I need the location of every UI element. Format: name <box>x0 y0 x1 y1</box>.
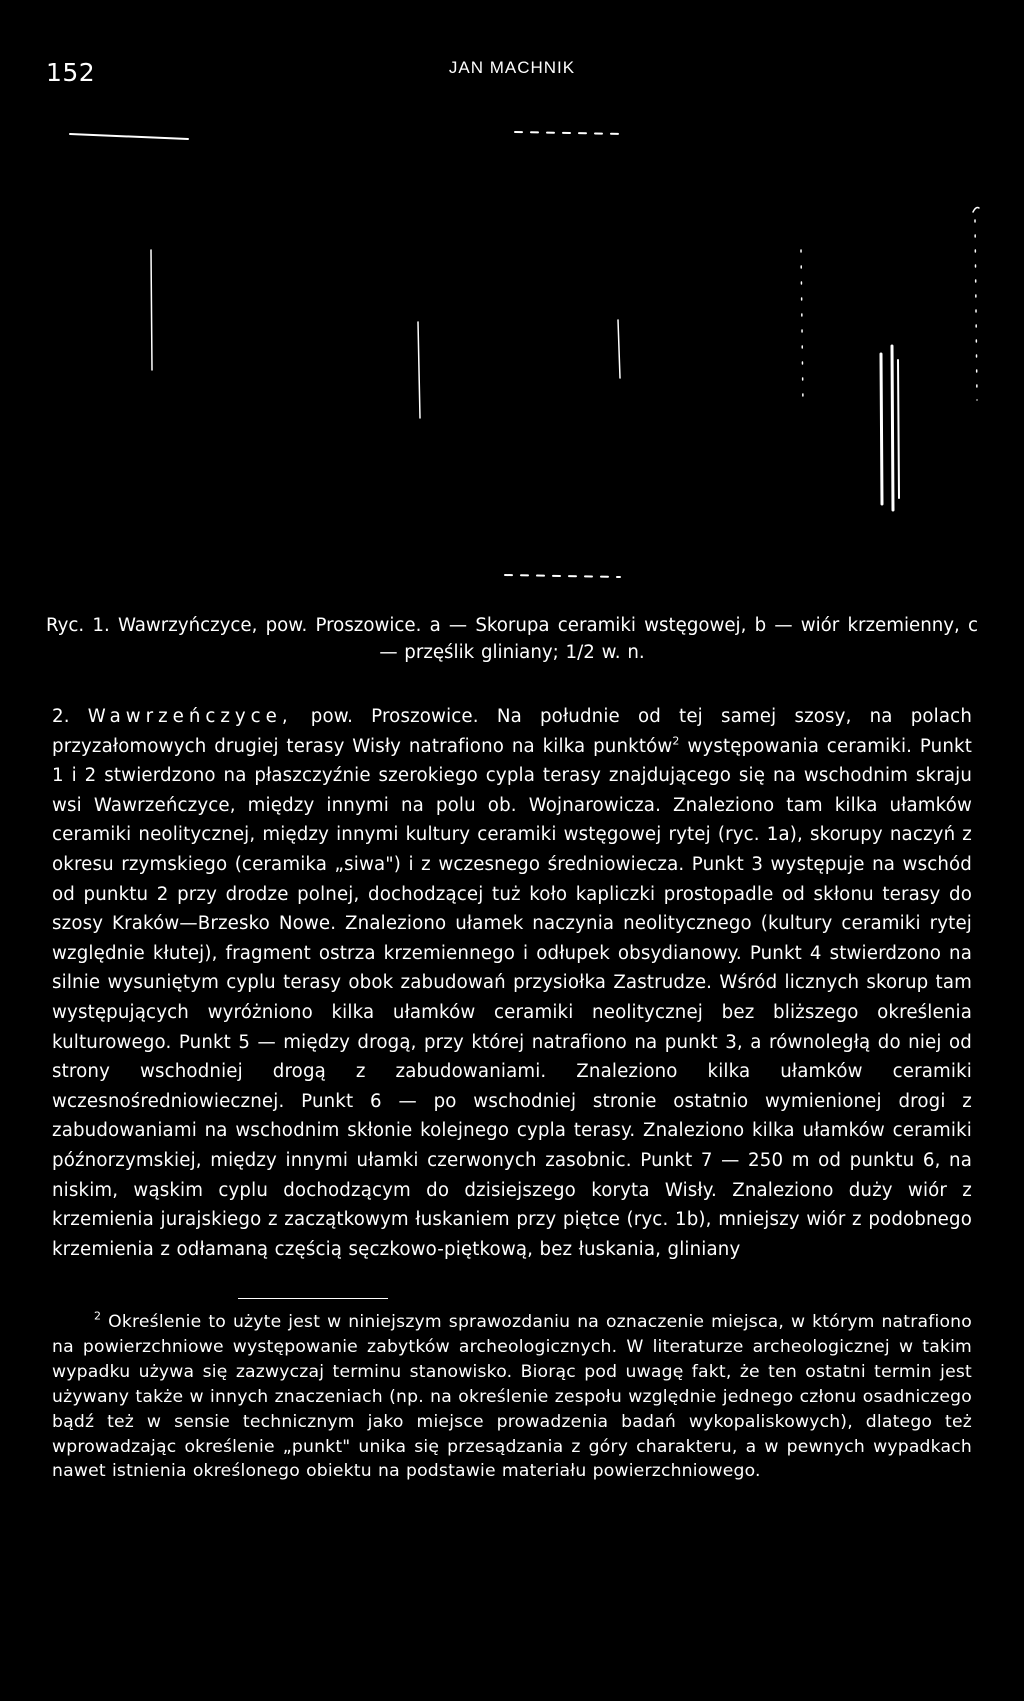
paragraph-text-continued: występowania ceramiki. Punkt 1 i 2 stwierdzono na płaszczyźnie szerokiego cypla terasy znajdującego się na wschodnim skraju wsi Wawrzeńczyce, między innymi na polu ob. Wojnarowicza. Znaleziono tam kilka ułamków ceramiki neolitycznej, między innymi kultury ceramiki wstęgowej rytej (ryc. 1a), skorupy naczyń z okresu rzymskiego (ceramika „siwa") i z wczesnego średniowiecza. Punkt 3 występuje na wschód od punktu 2 przy drodze polnej, dochodzącej tuż koło kapliczki prostopadle od skłonu terasy do szosy Kraków—Brzesko Nowe. Znaleziono ułamek naczynia neolitycznego (kultury ceramiki rytej względnie kłutej), fragment ostrza krzemiennego i odłupek obsydianowy. Punkt 4 stwierdzono na silnie wysuniętym cyplu terasy obok zabudowań przysiołka Zastrudze. Wśród licznych skorup tam występujących wyróżniono kilka ułamków ceramiki neolitycznej bez bliższego określenia kulturowego. Punkt 5 — między drogą, przy której natrafiono na punkt 3, a równoległą do niej od strony wschodniej drogą z zabudowaniami. Znaleziono kilka ułamków ceramiki wczesnośredniowiecznej. Punkt 6 — po wschodniej stronie ostatnio wymienionej drogi z zabudowaniami na wschodnim skłonie kolejnego cypla terasy. Znaleziono kilka ułamków ceramiki późnorzymskiej, między innymi ułamki czerwonych zasobnic. Punkt 7 — 250 m od punktu 6, na niskim, wąskim cyplu dochodzącym do dzisiejszego koryta Wisły. Znaleziono duży wiór z krzemienia jurajskiego z zaczątkowym łuskaniem przy piętce (ryc. 1b), mniejszy wiór z podobnego krzemienia z odłamaną częścią sęczkowo-piętkową, bez łuskania, gliniany <box>52 735 973 1260</box>
running-head: JAN MACHNIK <box>448 58 576 77</box>
place-name: Wawrzeńczyce, <box>87 706 293 727</box>
paragraph-number: 2. <box>52 706 70 727</box>
footnote-text: Określenie to użyte jest w niniejszym sprawozdaniu na oznaczenie miejsca, w którym natrafiono na powierzchniowe występowanie zabytków archeologicznych. W literaturze archeologicznej w takim wypadku używa się zazwyczaj terminu stanowisko. Biorąc pod uwagę fakt, że ten ostatni termin jest używany także w innych znaczeniach (np. na określenie zespołu względnie jednego członu osadniczego bądź też w sensie technicznym jako miejsce prowadzenia badań wykopaliskowych), dlatego też wprowadzając określenie „punkt" unika się przesądzania z góry charakteru, a w pewnych wypadkach nawet istnienia określonego obiektu na podstawie materiału powierzchniowego. <box>52 1312 972 1482</box>
figure-caption: Ryc. 1. Wawrzyńczyce, pow. Proszowice. a — Skorupa ceramiki wstęgowej, b — wiór krzemienny, c — przęślik gliniany; 1/2 w. n. <box>46 615 978 663</box>
paragraph-text-start: pow. Proszowice. Na południe od tej samej szosy, na polach przyzałomowych drugiej terasy Wisły natrafiono na kilka punktów <box>52 706 973 757</box>
footnote-body <box>52 1310 972 1484</box>
figure-residual-marks <box>0 110 1024 590</box>
figure-illustration <box>0 110 1024 590</box>
footnote-reference: 2 <box>672 733 680 747</box>
body-paragraph <box>52 702 972 1264</box>
footnote-marker: 2 <box>94 1309 102 1323</box>
footnote <box>52 1310 972 1484</box>
footnote-divider <box>238 1298 388 1299</box>
page-number: 152 <box>46 58 96 87</box>
